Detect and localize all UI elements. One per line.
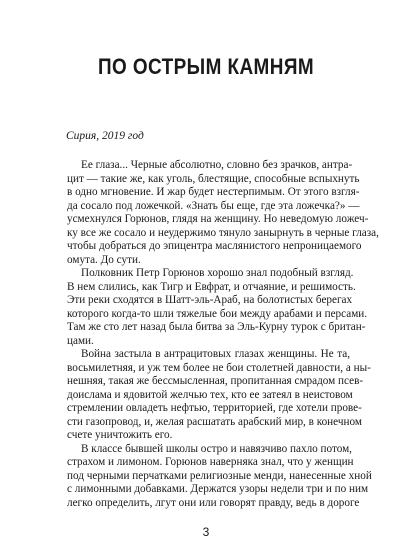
text-line: доислама и ядовитой желчью тех, кто ее затеял в неистовом	[67, 388, 353, 401]
page-number: 3	[202, 525, 210, 539]
text-line: омута. До сути.	[67, 253, 141, 266]
text-line: восьмилетняя, и уж тем более не бои столетней давности, а ны-	[67, 361, 371, 374]
text-line: Эти реки сходятся в Шатт-эль-Араб, на болотистых берегах	[67, 294, 353, 306]
chapter-title: ПО ОСТРЫМ КАМНЯМ	[97, 54, 315, 79]
text-line: легко определить, лгут они или говорят правду, ведь в дороге	[67, 496, 360, 509]
text-line: Полковник Петр Горюнов хорошо знал подобный взгляд.	[81, 267, 354, 279]
text-line: усмехнулся Горюнов, глядя на женщину. Но неведомую ложеч-	[67, 213, 369, 225]
text-line: сти газопровод, и, желая расшатать арабский мир, в конечном	[67, 415, 362, 428]
text-line: В классе бывшей школы остро и навязчиво пахло потом,	[81, 442, 352, 455]
text-line: В нем слились, как Тигр и Евфрат, и отчаяние, и решимость.	[67, 280, 356, 293]
text-line: да сосало под ложечкой. «Знать бы еще, где эта ложечка?» —	[67, 199, 360, 212]
text-line: Ее глаза... Черные абсолютно, словно без зрачков, антра-	[81, 159, 353, 171]
text-line: Война застыла в антрацитовых глазах женщины. Не та,	[81, 348, 350, 360]
text-line: в одно мгновение. И жар будет нестерпимым. От этого взгля-	[67, 186, 360, 198]
text-line: нешняя, такая же бессмысленная, пропитанная смрадом псев-	[67, 375, 364, 387]
text-line: цит — такие же, как уголь, блестящие, способные вспыхнуть	[67, 172, 360, 185]
text-line: Там же сто лет назад была битва за Эль-Курну турок с британ-	[67, 321, 366, 333]
dateline: Сирия, 2019 год	[66, 130, 144, 142]
text-line: чтобы добраться до эпицентра маслянистого непроницаемого	[67, 240, 362, 252]
text-line: которого когда-то шли тяжелые бои между арабами и персами.	[67, 307, 368, 320]
text-line: ку все же сосало и неудержимо тянуло занырнуть в черные глаза,	[67, 226, 379, 239]
text-line: с лимонными добавками. Держатся узоры недели три и по ним	[67, 483, 369, 495]
text-line: цами.	[67, 334, 94, 347]
body-text	[67, 159, 379, 510]
text-line: под черными перчатками религиозные менди, нанесенные хной	[67, 469, 372, 482]
text-line: стремлении овладеть нефтью, территорией, где хотели прове-	[67, 402, 362, 414]
text-line: счете уничтожить его.	[67, 429, 173, 441]
text-line: страхом и лимоном. Горюнов наверняка знал, что у женщин	[67, 456, 354, 468]
